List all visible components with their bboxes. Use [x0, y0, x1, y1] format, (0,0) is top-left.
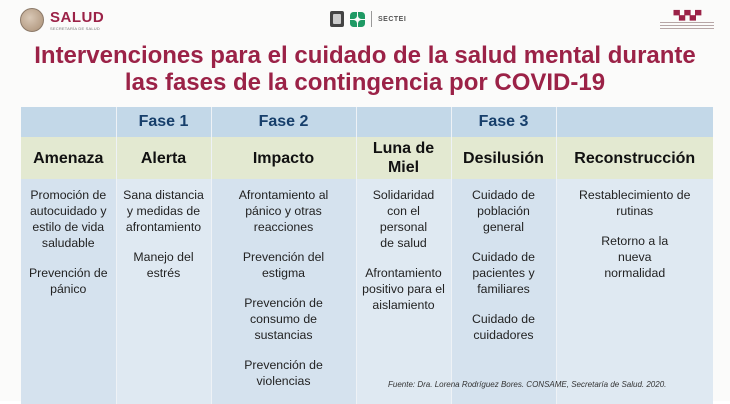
- national-crest-icon: [20, 8, 44, 32]
- stage-header: Alerta: [116, 137, 211, 179]
- intervention-item: Manejo del estrés: [133, 250, 194, 280]
- phase-cell: Fase 3: [451, 107, 556, 137]
- sectei-logo: [330, 11, 406, 27]
- salud-logo: [20, 8, 104, 32]
- slide-title: [0, 42, 730, 96]
- interventions-table: [21, 107, 713, 404]
- title-line-2: las fases de la contingencia por COVID-19: [124, 69, 606, 96]
- phase-cell: Fase 1: [116, 107, 211, 137]
- stage-header: Luna de Miel: [356, 137, 451, 179]
- salud-logo-subtext: SECRETARÍA DE SALUD: [50, 25, 100, 31]
- intervention-item: Prevención de pánico: [28, 266, 108, 296]
- stage-header: Amenaza: [21, 137, 116, 179]
- intervention-item: Prevención del estigma: [242, 250, 325, 280]
- logo-divider: [371, 11, 372, 27]
- intervention-item: Restablecimiento de rutinas: [579, 188, 691, 218]
- salud-logo-text: SALUD: [50, 8, 105, 26]
- intervention-item: Retorno a la nueva normalidad: [601, 234, 669, 280]
- intervention-item: Solidaridad con el personal de salud: [372, 188, 435, 250]
- interventions-col-reconstruccion: [556, 179, 713, 404]
- cdmx-emblem-icon: [330, 11, 344, 27]
- interventions-col-desilusion: [451, 179, 556, 404]
- source-citation: Fuente: Dra. Lorena Rodríguez Bores. CONSAME, Secretaría de Salud. 2020.: [388, 380, 667, 389]
- intervention-item: Cuidado de población general: [472, 188, 535, 234]
- flower-icon: [350, 12, 365, 27]
- intervention-item: Cuidado de cuidadores: [472, 312, 535, 342]
- intervention-item: Prevención de consumo de sustancias: [244, 296, 323, 342]
- interventions-col-alerta: [116, 179, 211, 404]
- intervention-item: Sana distancia y medidas de afrontamiento: [123, 188, 204, 234]
- interventions-col-impacto: [211, 179, 356, 404]
- interventions-col-amenaza: [21, 179, 116, 404]
- stage-header: Desilusión: [451, 137, 556, 179]
- interventions-col-luna-de-miel: [356, 179, 451, 404]
- institution-mark-icon: ▀▄▀▄▀: [673, 10, 701, 20]
- intervention-item: Cuidado de pacientes y familiares: [472, 250, 535, 296]
- title-line-1: Intervenciones para el cuidado de la salud mental durante: [34, 42, 696, 69]
- intervention-item: Afrontamiento positivo para el aislamiento: [362, 266, 445, 312]
- phase-row: [21, 107, 713, 137]
- institution-caption: [660, 22, 714, 30]
- phase-cell: [356, 107, 451, 137]
- sectei-logo-text: SECTEI: [378, 15, 407, 23]
- stage-row: [21, 137, 713, 179]
- phase-cell: Fase 2: [211, 107, 356, 137]
- phase-cell: [21, 107, 116, 137]
- stage-header: Impacto: [211, 137, 356, 179]
- intervention-item: Promoción de autocuidado y estilo de vida saludable: [29, 188, 107, 250]
- stage-header: Reconstrucción: [556, 137, 713, 179]
- interventions-row: [21, 179, 713, 404]
- phase-cell: [556, 107, 713, 137]
- intervention-item: Afrontamiento al pánico y otras reacciones: [238, 188, 329, 234]
- institution-logo: [660, 10, 714, 30]
- intervention-item: Prevención de violencias: [244, 358, 323, 388]
